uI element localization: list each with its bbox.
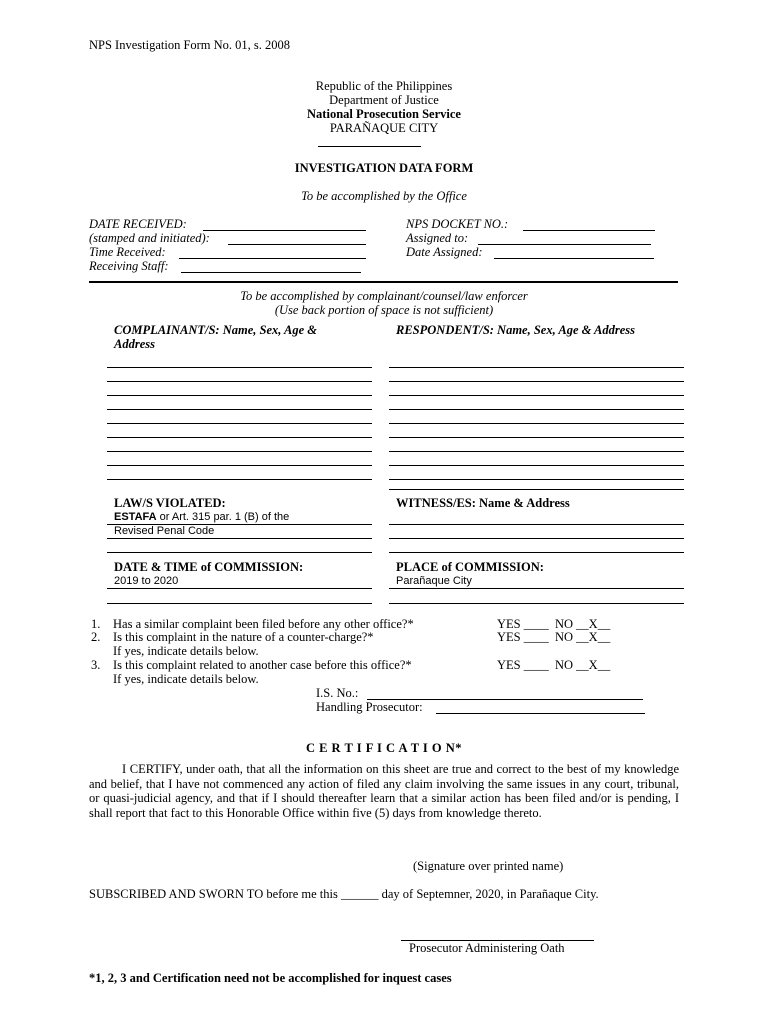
question-1-answer[interactable]: YES ____ NO __X__ (497, 617, 611, 631)
certification-title: C E R T I F I C A T I O N* (305, 741, 463, 755)
header-department: Department of Justice (329, 93, 439, 107)
laws-violated-label: LAW/S VIOLATED: (114, 496, 226, 510)
header-city: PARAÑAQUE CITY (329, 121, 439, 135)
question-3-answer[interactable]: YES ____ NO __X__ (497, 658, 611, 672)
form-title: INVESTIGATION DATA FORM (294, 161, 474, 175)
date-assigned-field[interactable] (494, 258, 654, 259)
witness-label: WITNESS/ES: Name & Address (396, 496, 570, 510)
prosecutor-label: Prosecutor Administering Oath (409, 941, 565, 955)
stamped-field[interactable] (228, 244, 366, 245)
back-portion-note: (Use back portion of space is not sufficient) (274, 303, 494, 317)
place-value: Parañaque City (396, 575, 472, 587)
question-3-num: 3. (91, 658, 101, 672)
witness-line-3[interactable] (389, 552, 684, 553)
assigned-to-label: Assigned to: (406, 231, 469, 245)
is-no-label: I.S. No.: (316, 686, 359, 700)
docket-no-label: NPS DOCKET NO.: (406, 217, 509, 231)
question-3-text: Is this complaint related to another case before this office?* (113, 658, 412, 672)
time-received-field[interactable] (179, 258, 366, 259)
header-republic: Republic of the Philippines (315, 79, 453, 93)
office-note: To be accomplished by the Office (301, 189, 467, 203)
date-received-field[interactable] (203, 230, 366, 231)
receiving-staff-field[interactable] (181, 272, 361, 273)
section-divider (89, 281, 678, 283)
question-3-sub: If yes, indicate details below. (113, 672, 259, 686)
laws-violated-value (114, 511, 289, 523)
laws-violated-rest: or Art. 315 par. 1 (B) of the (156, 511, 290, 523)
question-2-answer[interactable]: YES ____ NO __X__ (497, 630, 611, 644)
certification-text: I CERTIFY, under oath, that all the information on this sheet are true and correct to the best of my knowledge and belief, that I have not commenced any action of filed any claim involving the same issues in any court, tribunal, or quasi-judicial agency, and that if I should thereafter learn that a similar action has been filed and/or is pending, I shall report that fact to this Honorable Office within five (5) days from knowledge thereto. (89, 762, 679, 820)
witness-line-2[interactable] (389, 538, 684, 539)
time-received-label: Time Received: (89, 245, 166, 259)
witness-line-1[interactable] (389, 524, 684, 525)
laws-line-3[interactable] (107, 552, 372, 553)
header-nps: National Prosecution Service (307, 107, 461, 121)
laws-line-2[interactable] (107, 538, 372, 539)
question-2-sub: If yes, indicate details below. (113, 644, 259, 658)
datetime-label: DATE & TIME of COMMISSION: (114, 560, 304, 574)
subscribed-text: SUBSCRIBED AND SWORN TO before me this ______ day of Septemner, 2020, in Parañaque City. (89, 887, 599, 901)
handling-prosecutor-field[interactable] (436, 713, 645, 714)
handling-prosecutor-label: Handling Prosecutor: (316, 700, 423, 714)
signature-label: (Signature over printed name) (413, 859, 564, 873)
footnote: *1, 2, 3 and Certification need not be accomplished for inquest cases (89, 971, 452, 985)
place-label: PLACE of COMMISSION: (396, 560, 544, 574)
header-underline (318, 146, 421, 147)
datetime-line-2[interactable] (107, 603, 372, 604)
date-assigned-label: Date Assigned: (406, 245, 483, 259)
form-id: NPS Investigation Form No. 01, s. 2008 (89, 38, 291, 52)
respondent-label: RESPONDENT/S: Name, Sex, Age & Address (396, 323, 636, 337)
complainant-note: To be accomplished by complainant/counsel/law enforcer (240, 289, 528, 303)
laws-violated-bold: ESTAFA (114, 511, 157, 523)
place-line-1[interactable] (389, 588, 684, 589)
question-2-text: Is this complaint in the nature of a counter-charge?* (113, 630, 374, 644)
question-2-num: 2. (91, 630, 101, 644)
question-1-num: 1. (91, 617, 101, 631)
complainant-label: COMPLAINANT/S: Name, Sex, Age & (114, 323, 318, 337)
datetime-line-1[interactable] (107, 588, 372, 589)
place-line-2[interactable] (389, 603, 684, 604)
question-1-text: Has a similar complaint been filed before any other office?* (113, 617, 414, 631)
stamped-label: (stamped and initiated): (89, 231, 210, 245)
docket-no-field[interactable] (523, 230, 655, 231)
complainant-label-cont: Address (114, 337, 155, 351)
receiving-staff-label: Receiving Staff: (89, 259, 169, 273)
assigned-to-field[interactable] (478, 244, 651, 245)
date-received-label: DATE RECEIVED: (89, 217, 187, 231)
datetime-value: 2019 to 2020 (114, 575, 179, 587)
laws-violated-value-line2: Revised Penal Code (114, 525, 215, 537)
